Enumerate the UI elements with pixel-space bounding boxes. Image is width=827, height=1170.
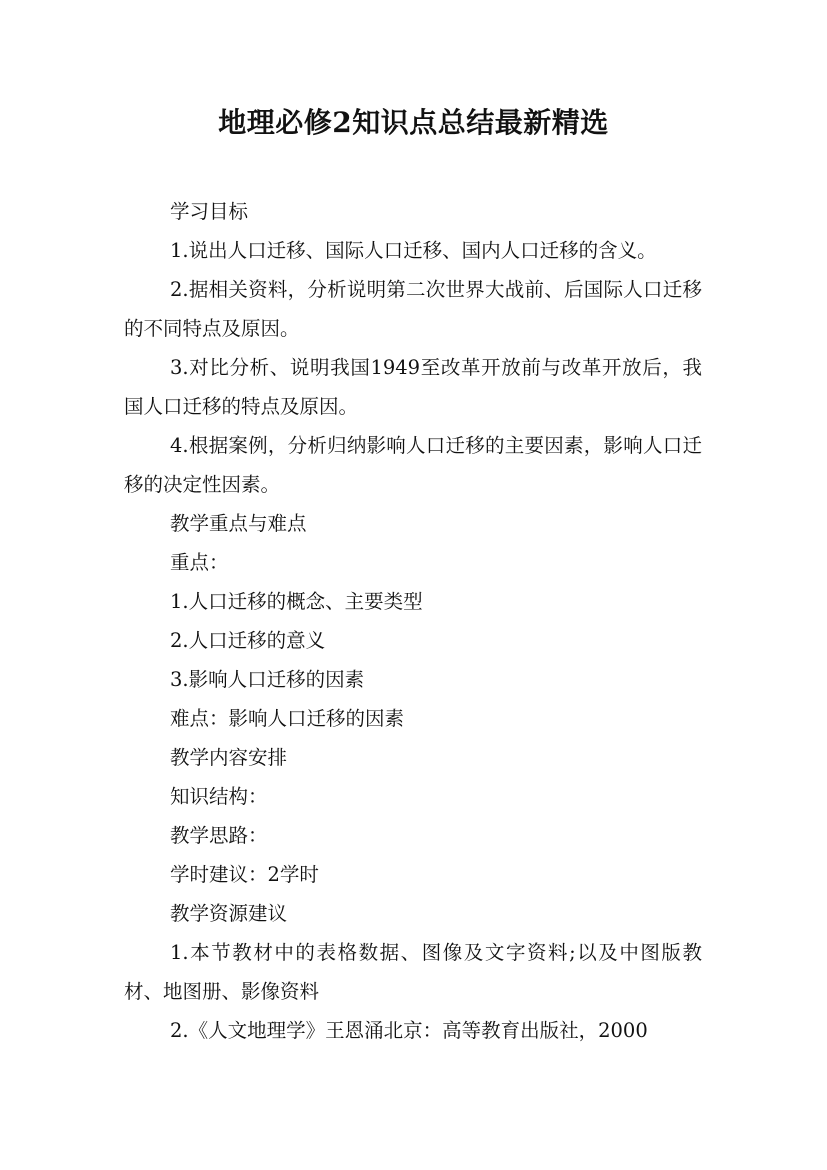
knowledge-structure-label: 知识结构： [170,785,268,808]
key-point-item-1: 1.人口迁移的概念、主要类型 [170,590,423,613]
key-point-item-3: 3.影响人口迁移的因素 [170,668,365,691]
document-title: 地理必修2知识点总结最新精选 [218,106,609,139]
section-heading-key-points: 教学重点与难点 [170,512,307,535]
section-heading-content-arrangement: 教学内容安排 [170,746,288,769]
difficult-point: 难点：影响人口迁移的因素 [170,707,405,730]
document-body [124,192,702,1050]
goal-item-3: 3.对比分析、说明我国1949至改革开放前与改革开放后，我国人口迁移的特点及原因。 [124,356,702,418]
goal-item-4: 4.根据案例，分析归纳影响人口迁移的主要因素，影响人口迁移的决定性因素。 [124,434,702,496]
resource-item-1: 1.本节教材中的表格数据、图像及文字资料;以及中图版教材、地图册、影像资料 [124,941,702,1003]
key-points-label: 重点： [170,551,229,574]
section-heading-resources: 教学资源建议 [170,902,288,925]
section-heading-learning-goals: 学习目标 [170,200,249,223]
key-point-item-2: 2.人口迁移的意义 [170,629,326,652]
goal-item-1: 1.说出人口迁移、国际人口迁移、国内人口迁移的含义。 [170,239,657,262]
class-hours-suggestion: 学时建议：2学时 [170,863,319,886]
goal-item-2: 2.据相关资料，分析说明第二次世界大战前、后国际人口迁移的不同特点及原因。 [124,278,702,340]
teaching-approach-label: 教学思路： [170,824,268,847]
resource-item-2: 2.《人文地理学》王恩涌北京：高等教育出版社，2000 [170,1019,648,1042]
